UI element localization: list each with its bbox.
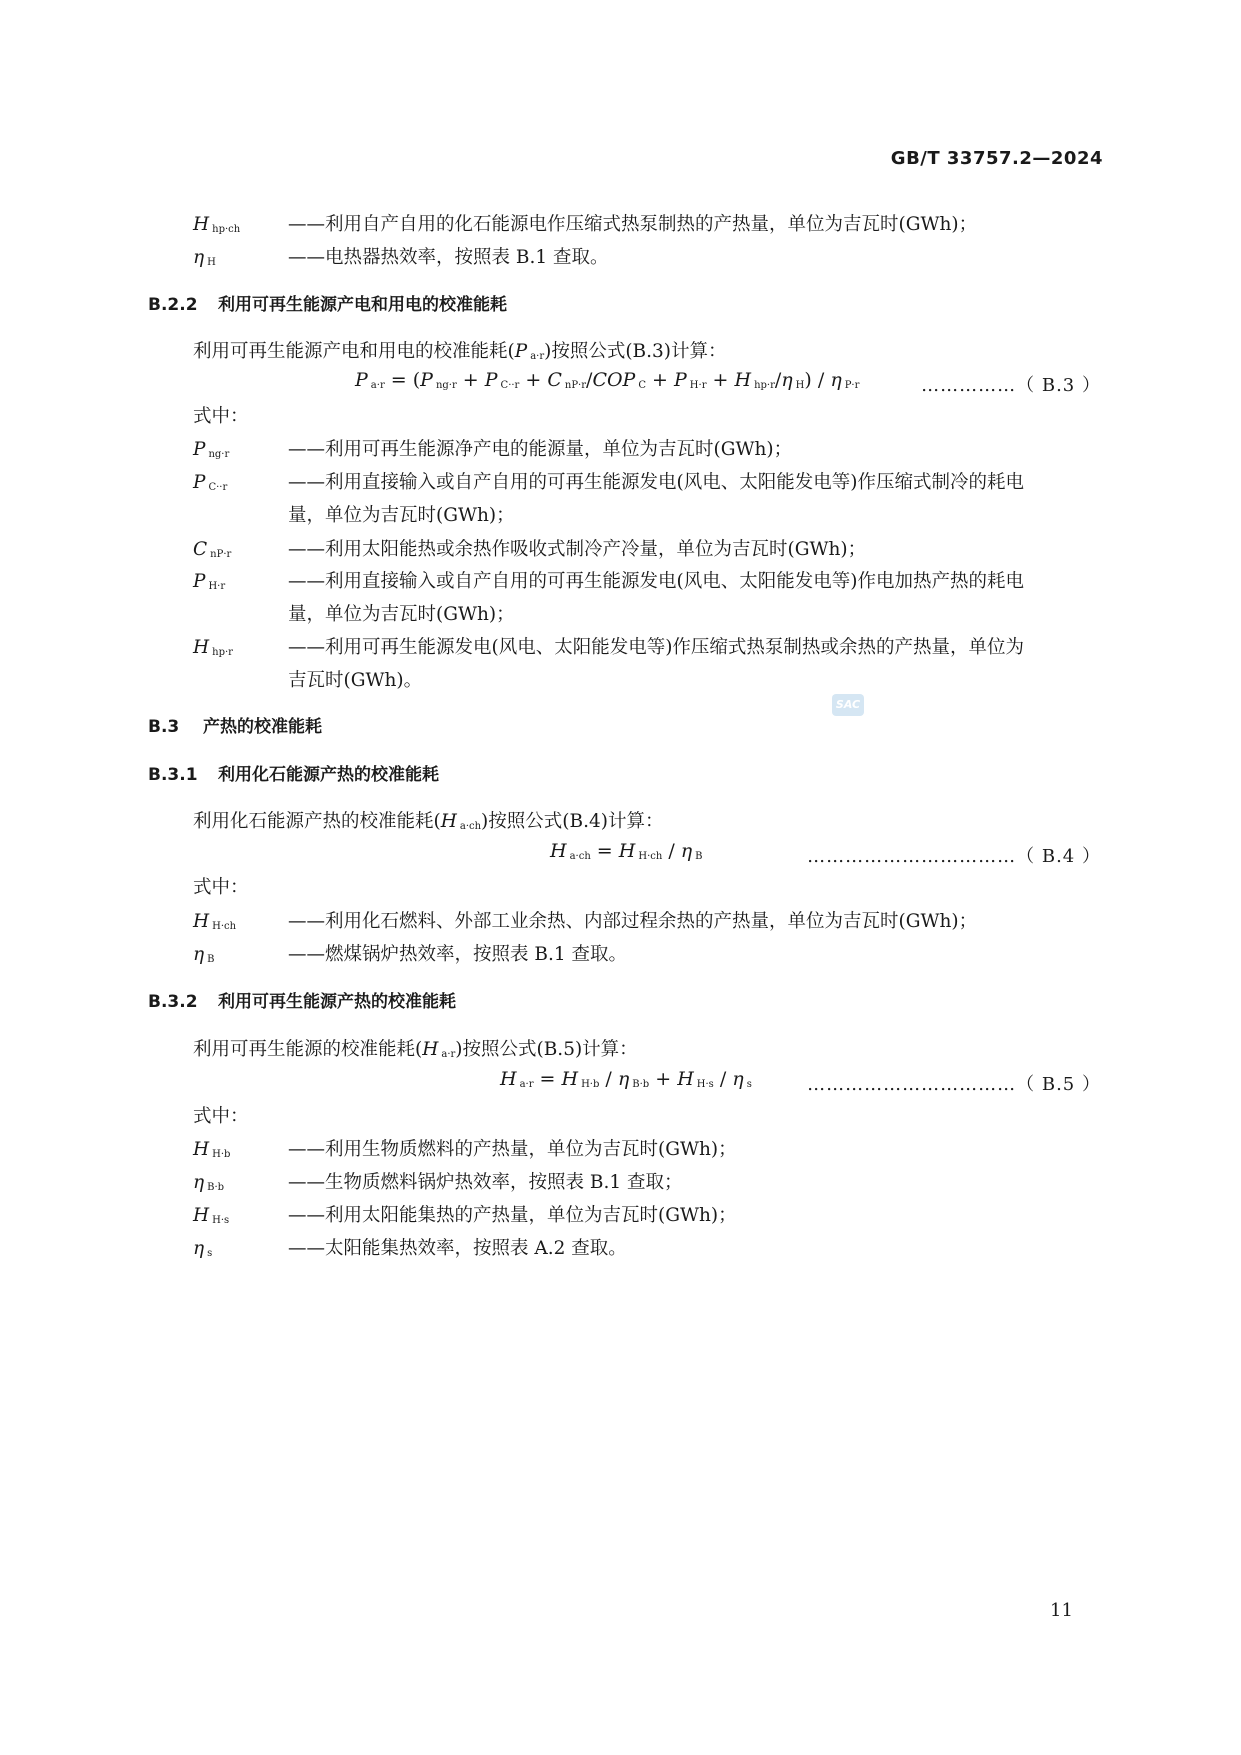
definition-row: η $_H$ ——电热器热效率，按照表 B.1 查取。 [193,247,609,268]
where-label: 式中： [193,1106,249,1127]
definition-row: H $_{hp\cdot ch}$ ——利用自产自用的化石能源电作压缩式热泵制热的产热量，单位为吉瓦时(GWh)； [193,214,978,235]
definition-row: H $_{H\cdot ch}$ ——利用化石燃料、外部工业余热、内部过程余热的产热量，单位为吉瓦时(GWh)； [193,911,978,932]
definition-row: η $_s$ ——太阳能集热效率，按照表 A.2 查取。 [193,1238,627,1259]
section-heading-b32: B.3.2 利用可再生能源产热的校准能耗 [148,992,456,1012]
definition-row: P $_{ng\cdot r}$ ——利用可再生能源净产电的能源量，单位为吉瓦时(GWh)； [193,439,793,460]
definition-row: H $_{H\cdot b}$ ——利用生物质燃料的产热量，单位为吉瓦时(GWh)； [193,1139,737,1160]
section-heading-b22: B.2.2 利用可再生能源产电和用电的校准能耗 [148,295,507,315]
definition-continuation: 吉瓦时(GWh)。 [288,670,423,691]
definition-continuation: 量，单位为吉瓦时(GWh)； [288,604,515,625]
equation-number-b5: ……………………………（ B.5 ） [807,1074,1101,1095]
formula-b5: H $_{a\cdot r}$ = H $_{H\cdot b}$ / η $_{B\cdot b}$ + H $_{H\cdot s}$ / η $_s$ [500,1068,752,1090]
where-label: 式中： [193,877,249,898]
definition-row: P $_{H\cdot r}$ ——利用直接输入或自产自用的可再生能源发电(风电、太阳能发电等)作电加热产热的耗电 [193,571,1024,592]
formula-b3: P $_{a\cdot r}$ = (P $_{ng\cdot r}$ + P $_{C\cdot\cdot r}$ + C $_{nP\cdot r}$/COP $_C$ + P $_{H\cdot r}$ + H $_{hp\cdot r}$/η $_H$) / η $_{P\cdot r}$ [355,369,860,391]
equation-number-b3: ……………（ B.3 ） [921,375,1101,396]
definition-row: H $_{H\cdot s}$ ——利用太阳能集热的产热量，单位为吉瓦时(GWh)； [193,1205,737,1226]
equation-number-b4: ……………………………（ B.4 ） [807,846,1101,867]
definition-row: P $_{C\cdot\cdot r}$ ——利用直接输入或自产自用的可再生能源发电(风电、太阳能发电等)作压缩式制冷的耗电 [193,472,1024,493]
definition-row: C $_{nP\cdot r}$ ——利用太阳能热或余热作吸收式制冷产冷量，单位为吉瓦时(GWh)； [193,539,867,560]
definition-row: η $_{B\cdot b}$ ——生物质燃料锅炉热效率，按照表 B.1 查取； [193,1172,683,1193]
page-number: 11 [1050,1600,1073,1621]
formula-intro: 利用可再生能源的校准能耗(H $_{a\cdot r}$)按照公式(B.5)计算： [193,1039,638,1060]
definition-row: η $_B$ ——燃煤锅炉热效率，按照表 B.1 查取。 [193,944,628,965]
formula-b4: H $_{a\cdot ch}$ = H $_{H\cdot ch}$ / η $_B$ [550,840,703,862]
sac-watermark: SAC [832,694,864,716]
standard-code: GB/T 33757.2—2024 [890,148,1103,169]
where-label: 式中： [193,406,249,427]
formula-intro: 利用可再生能源产电和用电的校准能耗(P $_{a\cdot r}$)按照公式(B.3)计算： [193,341,727,362]
definition-continuation: 量，单位为吉瓦时(GWh)； [288,505,515,526]
definition-row: H $_{hp\cdot r}$ ——利用可再生能源发电(风电、太阳能发电等)作压缩式热泵制热或余热的产热量，单位为 [193,637,1024,658]
section-heading-b3: B.3 产热的校准能耗 [148,717,322,737]
formula-intro: 利用化石能源产热的校准能耗(H $_{a\cdot ch}$)按照公式(B.4)计算： [193,811,664,832]
section-heading-b31: B.3.1 利用化石能源产热的校准能耗 [148,765,439,785]
